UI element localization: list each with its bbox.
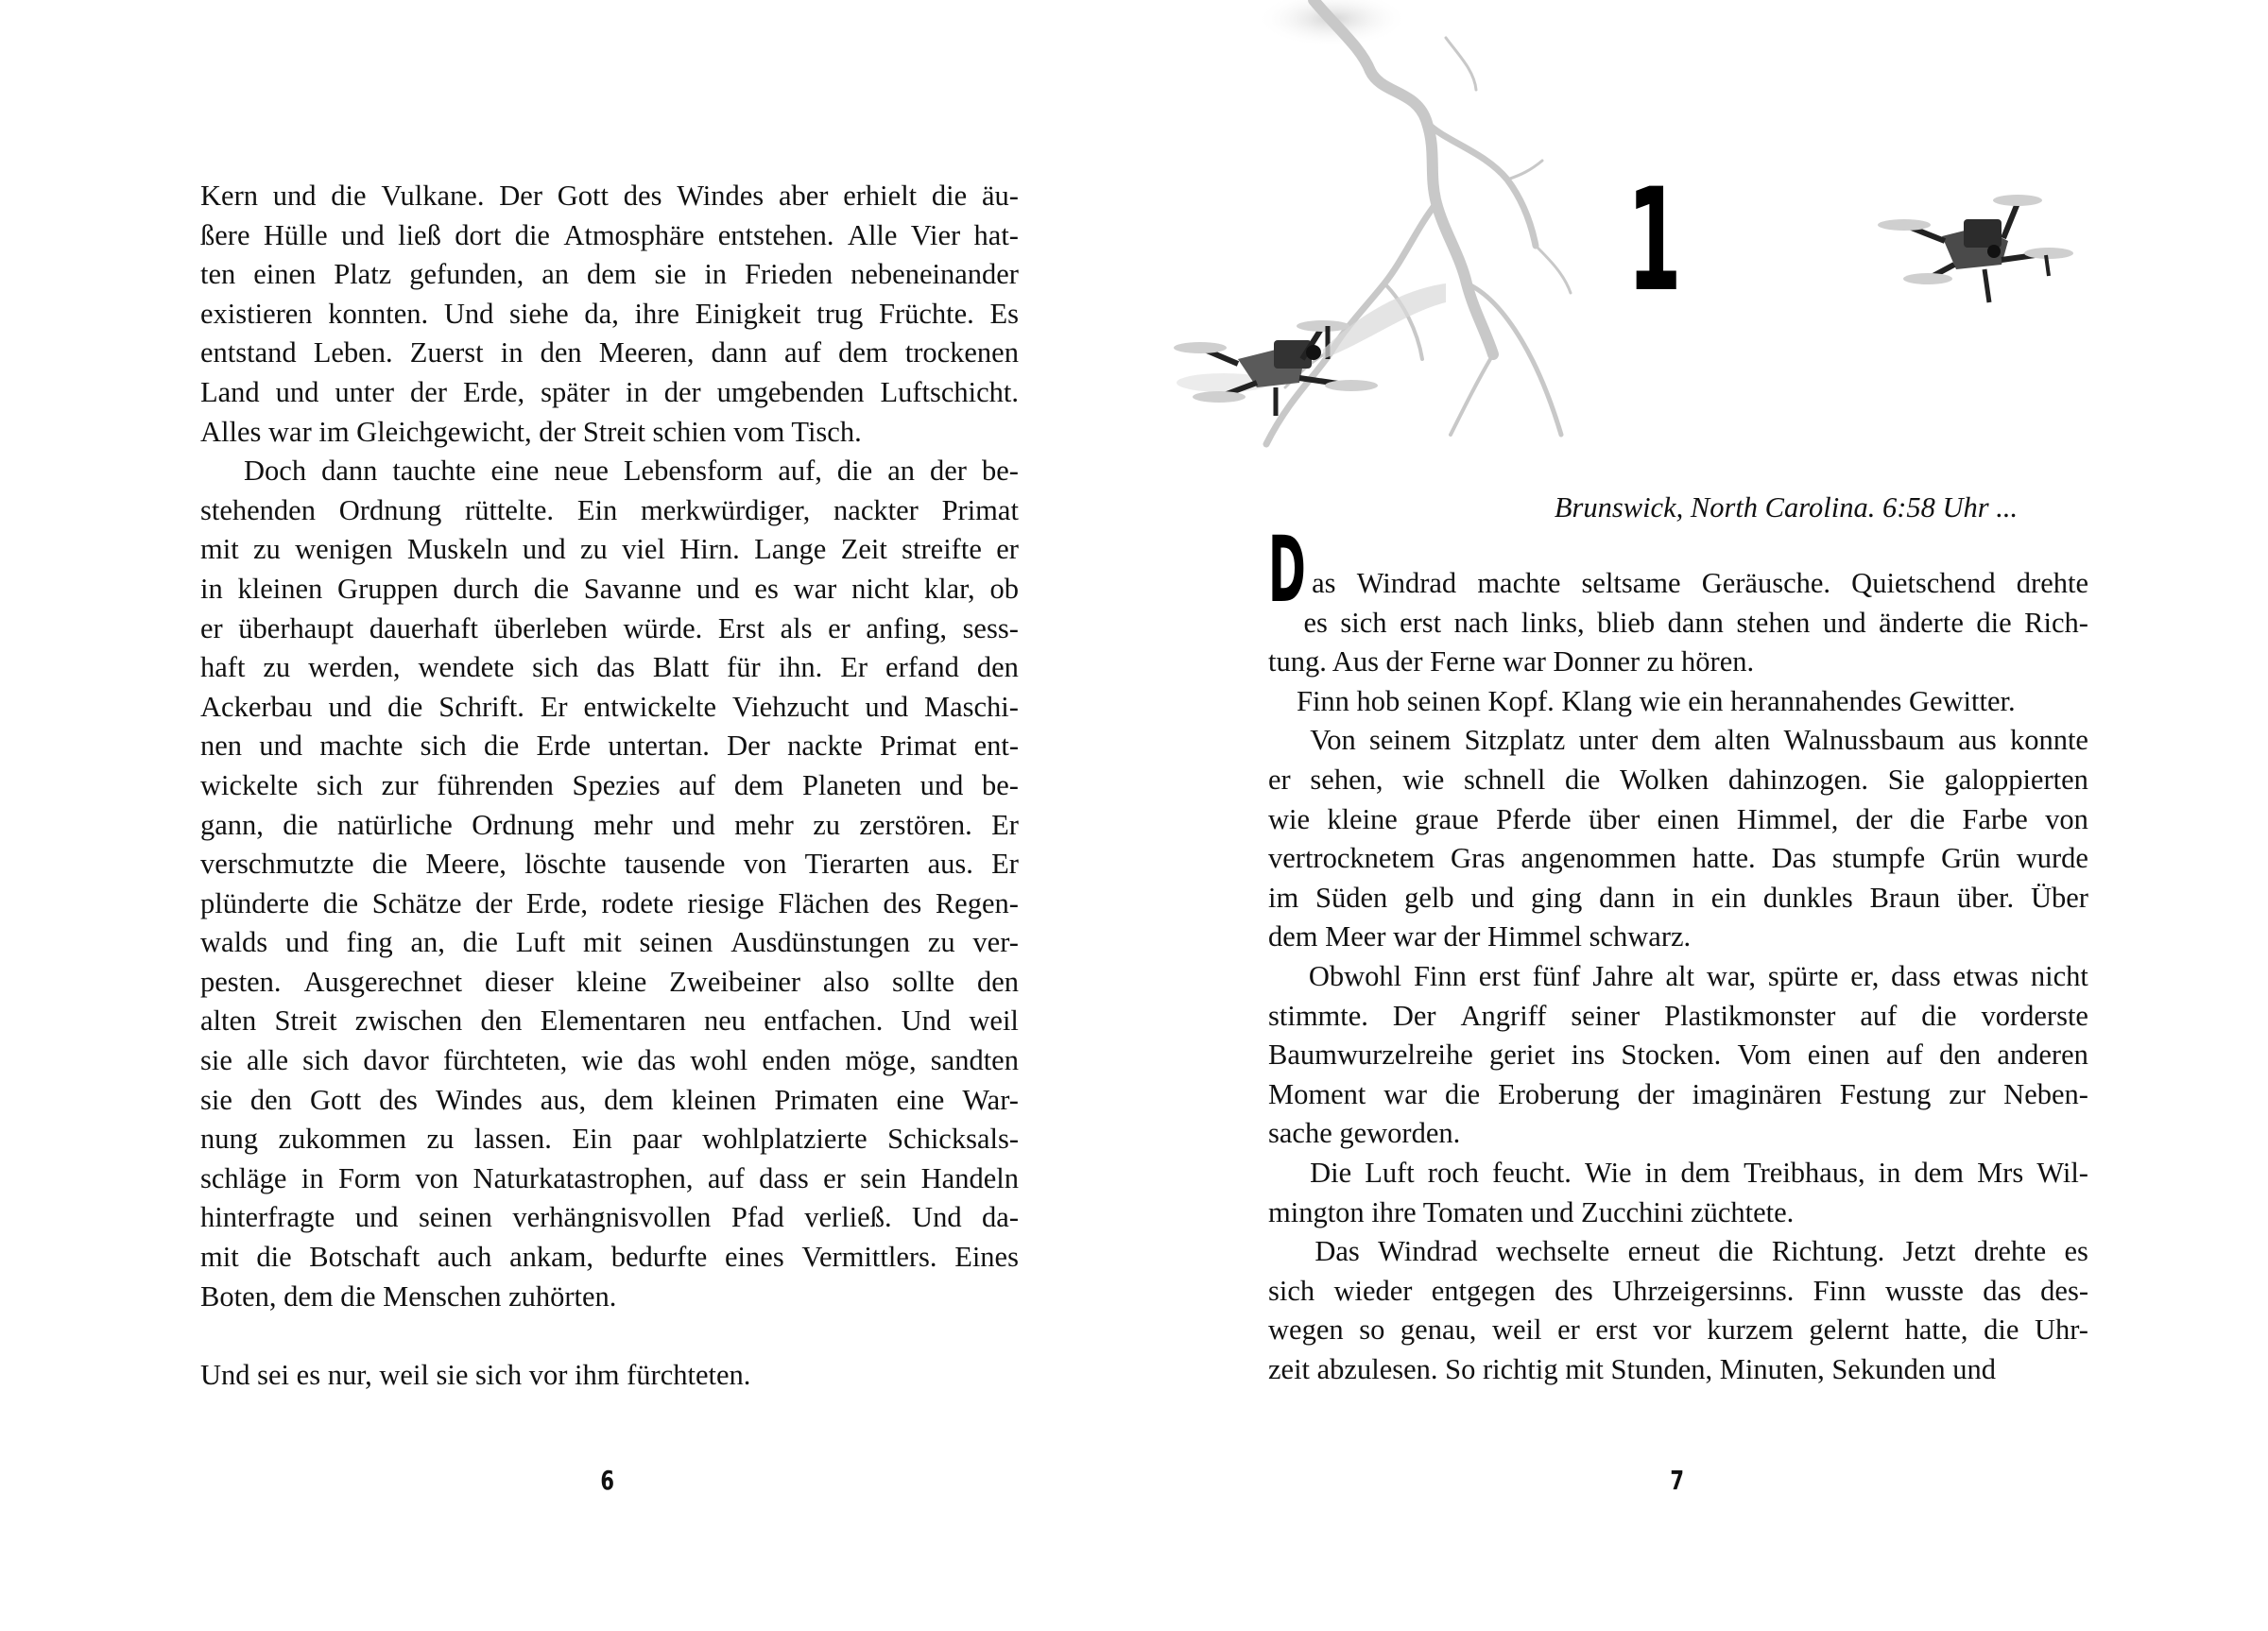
location-heading: Brunswick, North Carolina. 6:58 Uhr ... [1554, 491, 2019, 524]
text-line: er sehen, wie schnell die Wolken dahinzogen. Sie galoppierten [1268, 763, 2088, 796]
text-line: verschmutzte die Meere, löschte tausende von Tierarten aus. Er [200, 848, 1019, 881]
text-line: sache geworden. [1268, 1117, 1461, 1150]
text-line: haft zu werden, wendete sich das Blatt für ihn. Er erfand den [200, 651, 1019, 684]
right-page-text [1268, 564, 2088, 1389]
text-line: ten einen Platz gefunden, an dem sie in Frieden nebeneinander [200, 258, 1019, 291]
text-line: mington ihre Tomaten und Zucchini züchtete. [1268, 1195, 1795, 1228]
text-line: Doch dann tauchte eine neue Lebensform auf, die an der be- [244, 455, 1019, 488]
chapter-number: 1 [1627, 159, 1682, 323]
paragraph-gap [200, 1316, 1019, 1356]
text-line: Ackerbau und die Schrift. Er entwickelte Viehzucht und Maschi- [200, 690, 1019, 723]
text-line: plünderte die Schätze der Erde, rodete riesige Flächen des Regen- [200, 886, 1019, 919]
text-line: mit die Botschaft auch ankam, bedurfte eines Vermittlers. Eines [200, 1241, 1019, 1274]
text-line: Baumwurzelreihe geriet ins Stocken. Vom einen auf den anderen [1268, 1039, 2088, 1072]
page-number-left: 6 [600, 1465, 615, 1496]
text-line: pesten. Ausgerechnet dieser kleine Zweibeiner also sollte den [200, 965, 1019, 998]
text-line: Land und unter der Erde, später in der umgebenden Luftschicht. [200, 375, 1019, 408]
text-line: in kleinen Gruppen durch die Savanne und es war nicht klar, ob [200, 572, 1019, 605]
text-line: es sich erst nach links, blieb dann stehen und änderte die Rich- [1303, 606, 2088, 639]
text-line: ßere Hülle und ließ dort die Atmosphäre entstehen. Alle Vier hat- [200, 218, 1019, 251]
text-line: Moment war die Eroberung der imaginären Festung zur Neben- [1268, 1077, 2088, 1110]
text-line: sie alle sich davor fürchteten, wie das wohl enden möge, sandten [200, 1044, 1019, 1077]
text-line: wickelte sich zur führenden Spezies auf dem Planeten und be- [200, 768, 1019, 801]
text-line: Kern und die Vulkane. Der Gott des Windes aber erhielt die äu- [200, 180, 1019, 212]
text-line: wegen so genau, weil er erst vor kurzem gelernt hatte, die Uhr- [1268, 1313, 2088, 1347]
text-line: Die Luft roch feucht. Wie in dem Treibhaus, in dem Mrs Wil- [1310, 1156, 2088, 1189]
text-line: stimmte. Der Angriff seiner Plastikmonster auf die vorderste [1268, 999, 2088, 1032]
text-line: Das Windrad wechselte erneut die Richtung. Jetzt drehte es [1314, 1235, 2088, 1268]
page-number-right: 7 [1670, 1465, 1685, 1496]
left-page-text [200, 177, 1019, 1395]
text-line: Obwohl Finn erst fünf Jahre alt war, spürte er, dass etwas nicht [1308, 959, 2088, 992]
text-line: nen und machte sich die Erde untertan. Der nackte Primat ent- [200, 730, 1019, 763]
text-line: vertrocknetem Gras angenommen hatte. Das stumpfe Grün wurde [1268, 842, 2088, 875]
text-line: alten Streit zwischen den Elementaren neu entfachen. Und weil [200, 1004, 1019, 1038]
text-line: er überhaupt dauerhaft überleben würde. Erst als er anfing, sess- [200, 611, 1019, 644]
text-line: schläge in Form von Naturkatastrophen, auf dass er sein Handeln [200, 1161, 1019, 1194]
text-line: stehenden Ordnung rüttelte. Ein merkwürdiger, nackter Primat [200, 493, 1019, 526]
text-line: Und sei es nur, weil sie sich vor ihm fürchteten. [200, 1358, 751, 1391]
text-line: Boten, dem die Menschen zuhörten. [200, 1279, 617, 1313]
text-line: hinterfragte und seinen verhängnisvollen Pfad verließ. Und da- [200, 1201, 1019, 1234]
right-page [1134, 0, 2268, 1631]
text-line: as Windrad machte seltsame Geräusche. Quietschend drehte [1312, 567, 2088, 599]
text-line: im Süden gelb und ging dann in ein dunkles Braun über. Über [1268, 881, 2088, 914]
text-line: Von seinem Sitzplatz unter dem alten Walnussbaum aus konnte [1310, 724, 2088, 757]
text-line: Alles war im Gleichgewicht, der Streit schien vom Tisch. [200, 415, 862, 448]
text-line: entstand Leben. Zuerst in den Meeren, dann auf dem trockenen [200, 336, 1019, 369]
text-line: dem Meer war der Himmel schwarz. [1268, 920, 1692, 953]
drone-right-icon [1878, 195, 2073, 302]
text-line: tung. Aus der Ferne war Donner zu hören. [1268, 645, 1755, 678]
text-line: existieren konnten. Und siehe da, ihre Einigkeit trug Früchte. Es [200, 297, 1019, 330]
drone-left-icon [1174, 283, 1446, 416]
text-line: nung zukommen zu lassen. Ein paar wohlplatzierte Schicksals- [200, 1123, 1019, 1156]
text-line: Finn hob seinen Kopf. Klang wie ein herannahendes Gewitter. [1297, 684, 2016, 717]
text-line: wie kleine graue Pferde über einen Himmel, der die Farbe von [1268, 802, 2088, 835]
text-line: sie den Gott des Windes aus, dem kleinen Primaten eine War- [200, 1083, 1019, 1116]
text-line: sich wieder entgegen des Uhrzeigersinns. Finn wusste das des- [1268, 1274, 2088, 1307]
text-line: mit zu wenigen Muskeln und zu viel Hirn. Lange Zeit streifte er [200, 533, 1019, 566]
text-line: gann, die natürliche Ordnung mehr und mehr zu zerstören. Er [200, 808, 1019, 841]
lightning-drone-illustration [1134, 0, 2268, 529]
text-line: zeit abzulesen. So richtig mit Stunden, Minuten, Sekunden und [1268, 1352, 1997, 1385]
text-line: walds und fing an, die Luft mit seinen Ausdünstungen zu ver- [200, 926, 1019, 959]
drop-cap-letter: D [1268, 517, 1306, 623]
